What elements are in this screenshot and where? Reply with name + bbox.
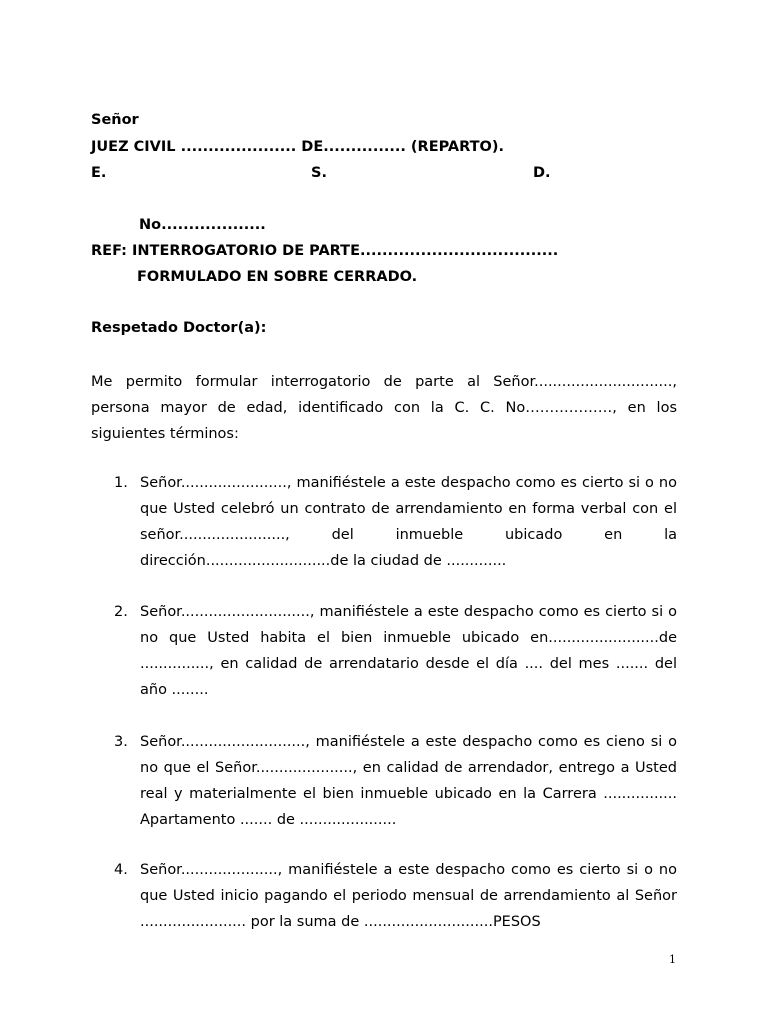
question-text: Señor..........................., manifiéstele a este despacho como es cieno si o no que el Señor....................., en calidad de arrendador, entrego a Usted real y materialmente el bien inmueble ubicado en la Carrera ................ Apartamento ....... de .....................	[140, 734, 677, 828]
esd-d: D.	[533, 165, 551, 181]
ref-line-2: FORMULADO EN SOBRE CERRADO.	[137, 269, 418, 285]
intro-paragraph: Me permito formular interrogatorio de parte al Señor.............................., persona mayor de edad, identificado con la C. C. No………………, en los siguientes términos:	[91, 374, 677, 442]
case-number: No...................	[139, 217, 266, 233]
question-number: 4.	[114, 862, 128, 878]
question-text: Señor............................, manifiéstele a este despacho como es cierto si o no que Usted habita el bien inmueble ubicado en........................de ..............., en calidad de arrendatario desde el día .... del mes ....... del año ........	[140, 604, 677, 698]
greeting: Respetado Doctor(a):	[91, 320, 267, 336]
question-number: 1.	[114, 475, 128, 491]
esd-s: S.	[311, 165, 327, 181]
question-number: 2.	[114, 604, 128, 620]
page-number: 1	[669, 953, 676, 966]
question-text: Señor....................., manifiéstele a este despacho como es cierto si o no que Usted inicio pagando el periodo mensual de arrendamiento al Señor ....................... por la suma de ............................PESOS	[140, 862, 677, 930]
question-text: Señor......................., manifiéstele a este despacho como es cierto si o no que Usted celebró un contrato de arrendamiento en forma verbal con el señor......................., del inmueble ubicado en la dirección...........................de la ciudad de .............	[140, 475, 677, 569]
ref-line: REF: INTERROGATORIO DE PARTE....................................	[91, 243, 559, 259]
court-line: JUEZ CIVIL ..................... DE............... (REPARTO).	[91, 139, 504, 155]
salutation: Señor	[91, 112, 139, 128]
esd-e: E.	[91, 165, 107, 181]
question-number: 3.	[114, 734, 128, 750]
